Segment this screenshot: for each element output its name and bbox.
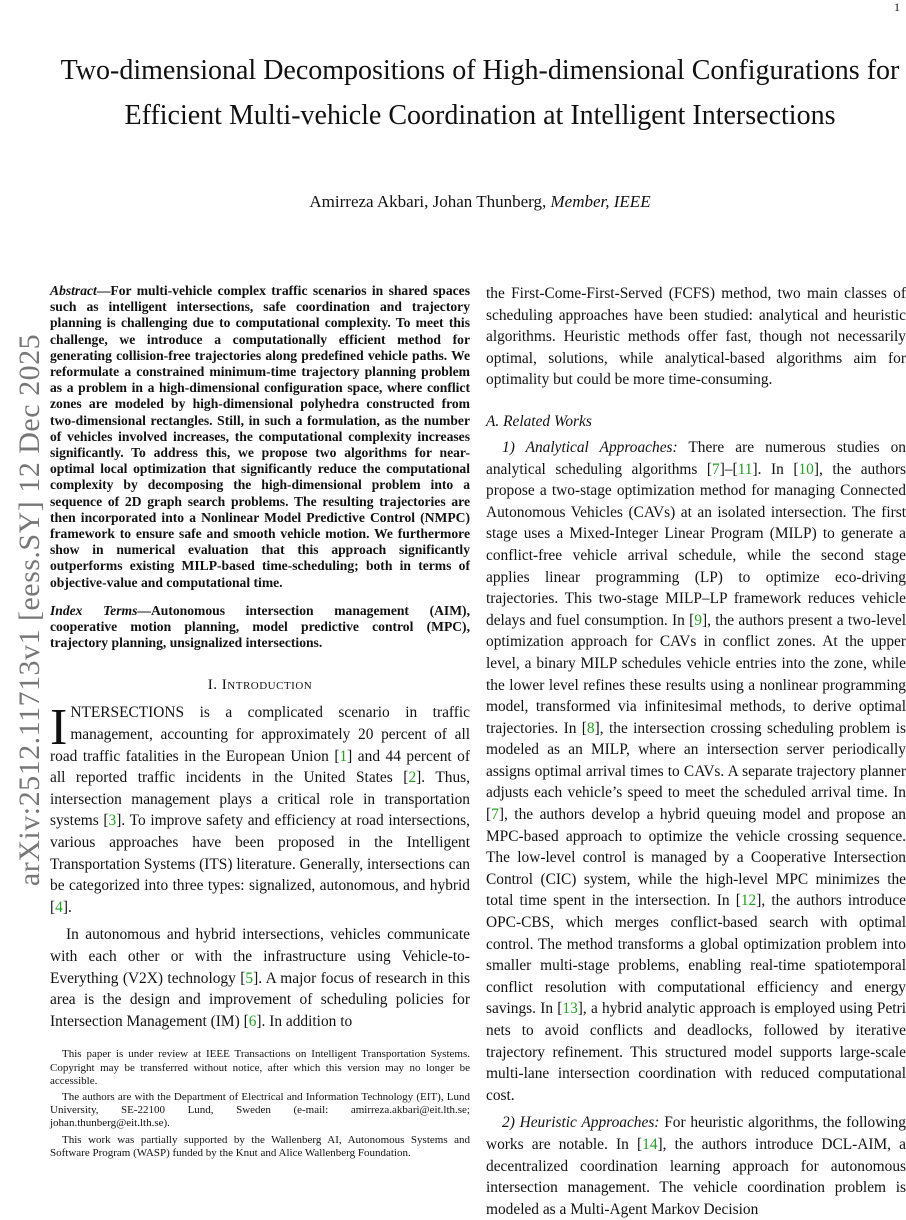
subsection-related-works: A. Related Works <box>486 412 592 430</box>
arxiv-stamp-text: arXiv:2512.11713v1 [eess.SY] 12 Dec 2025 <box>13 333 47 887</box>
drop-cap: I <box>50 699 68 757</box>
heuristic-approaches-paragraph: 2) Heuristic Approaches: For heuristic algorithms, the following works are notable. In [14], the authors introduce DCL-AIM, a decentralized coordination learning approach for autonomous intersection management. The vehicle coordination problem is modeled as a Multi-Agent Markov Decision <box>486 1114 906 1218</box>
citation-link[interactable]: 14 <box>642 1135 658 1153</box>
index-terms <box>50 603 470 652</box>
footnote-funding: This work was partially supported by the Wallenberg AI, Autonomous Systems and Software Program (WASP) funded by the Knut and Alice Wallenberg Foundation. <box>50 1133 470 1159</box>
left-column <box>50 283 470 1163</box>
paragraph-title: 1) Analytical Approaches: <box>502 438 678 456</box>
authors <box>40 192 906 212</box>
citation-link[interactable]: 12 <box>740 892 757 910</box>
citation-link[interactable]: 2 <box>408 769 417 787</box>
citation-link[interactable]: 7 <box>712 460 720 478</box>
paper-title: Two-dimensional Decompositions of High-dimensional Configurations for Efficient Multi-vehicle Coordination at Intelligent Intersections <box>60 55 900 131</box>
arxiv-stamp <box>14 290 46 930</box>
page-number: 1 <box>894 0 900 14</box>
intro-paragraph-2: In autonomous and hybrid intersections, vehicles communicate with each other or with the infrastructure using Vehicle-to-Everything (V2X) technology [5]. A major focus of research in this area is the design and improvement of scheduling policies for Intersection Management (IM) [6]. In addition to <box>50 926 470 1030</box>
index-terms-text: —Autonomous intersection management (AIM), cooperative motion planning, model predictive control (MPC), trajectory planning, unsignalized intersections. <box>50 602 470 651</box>
paragraph-title: 2) Heuristic Approaches: <box>502 1114 660 1132</box>
citation-link[interactable]: 4 <box>55 898 63 916</box>
author-names: Amirreza Akbari, Johan Thunberg, <box>309 192 551 211</box>
citation-link[interactable]: 10 <box>798 460 814 478</box>
index-terms-lead: Index Terms <box>50 602 138 618</box>
intro-paragraph-continued: the First-Come-First-Served (FCFS) method, two main classes of scheduling approaches have been studied: analytical and heuristic algorithms. Heuristic methods offer fast, though not necessarily optimal, solutions, while analytical-based algorithms aim for optimality but could be more time-consuming. <box>486 285 906 389</box>
section-heading-introduction: I. Introduction <box>207 677 313 694</box>
footnote-affiliation: The authors are with the Department of Electrical and Information Technology (EIT), Lund University, SE-22100 Lund, Sweden (e-mail: amirreza.akbari@eit.lth.se; johan.thunberg@eit.lth.se). <box>50 1090 470 1130</box>
citation-link[interactable]: 7 <box>491 806 499 824</box>
citation-link[interactable]: 3 <box>108 812 117 830</box>
abstract <box>50 283 470 591</box>
citation-link[interactable]: 13 <box>562 1000 578 1018</box>
citation-link[interactable]: 9 <box>694 611 702 629</box>
citation-link[interactable]: 6 <box>248 1012 257 1030</box>
citation-link[interactable]: 8 <box>586 719 595 737</box>
author-membership: Member, IEEE <box>550 192 651 211</box>
footnote-review: This paper is under review at IEEE Transactions on Intelligent Transportation Systems. Copyright may be transferred without notice, after which this version may no longer be accessible. <box>50 1048 470 1087</box>
citation-link[interactable]: 11 <box>737 460 753 478</box>
intro-paragraph-1: INTERSECTIONS is a complicated scenario in traffic management, accounting for approximately 20 percent of all road traffic fatalities in the European Union [1] and 44 percent of all reported traffic incidents in the United States [2]. Thus, intersection management plays a critical role in transportation systems [3]. To improve safety and efficiency at road intersections, various approaches have been proposed in the Intelligent Transportation Systems (ITS) literature. Generally, intersections can be categorized into three types: signalized, autonomous, and hybrid [4]. <box>50 699 471 916</box>
abstract-text: —For multi-vehicle complex traffic scenarios in shared spaces such as intelligent intersections, safe coordination and trajectory planning is challenging due to computational complexity. To meet this challenge, we introduce a computationally efficient method for generating collision-free trajectories along predefined vehicle paths. We reformulate a constrained minimum-time trajectory planning problem as a problem in a high-dimensional configuration space, where conflict zones are modeled by high-dimensional polyhedra constructed from two-dimensional rectangles. Still, in such a formulation, as the number of vehicles involved increases, the computational complexity increases significantly. To address this, we propose two algorithms for near-optimal local optimization that significantly reduce the computational complexity by decomposing the high-dimensional problem into a sequence of 2D graph search problems. The resulting trajectories are then incorporated into a Nonlinear Model Predictive Control (NMPC) framework to ensure safe and smooth vehicle motion. We furthermore show in numerical evaluation that this approach significantly outperforms existing MILP-based time-scheduling; both in terms of objective-value and computational time. <box>50 283 470 590</box>
analytical-approaches-paragraph: 1) Analytical Approaches: There are numerous studies on analytical scheduling algorithms [7]–[11]. In [10], the authors propose a two-stage optimization method for managing Connected Autonomous Vehicles (CAVs) at an isolated intersection. The first stage uses a Mixed-Integer Linear Program (MILP) to generate a conflict-free vehicle arrival schedule, while the second stage applies linear programming (LP) to optimize eco-driving trajectories. This two-stage MILP–LP framework reduces vehicle delays and fuel consumption. In [9], the authors present a two-level optimization approach for CAVs in conflict zones. At the upper level, a binary MILP schedules vehicle entries into the zone, while the lower level refines these results using a nonlinear programming model, transformed via infinitesimal methods, to derive optimal trajectories. In [8], the intersection crossing scheduling problem is modeled as an MILP, where an intersection server periodically assigns optimal arrival times to CAVs. A separate trajectory planner adjusts each vehicle’s speed to meet the scheduled arrival time. In [7], the authors develop a hybrid queuing model and propose an MPC-based approach to optimize the vehicle crossing sequence. The low-level control is managed by a Cooperative Intersection Control (CIC) system, while the high-level MPC minimizes the total time spent in the intersection. In [12], the authors introduce OPC-CBS, which merges conflict-based search with optimal control. The method transforms a global optimization problem into smaller multi-stage problems, enabling real-time spatiotemporal conflict resolution with computational efficiency and energy savings. In [13], a hybrid analytic approach is employed using Petri nets to avoid conflicts and deadlocks, followed by iterative trajectory refinement. This structured model supports large-scale multi-lane intersection coordination with reduced computational cost. <box>486 438 906 1104</box>
footnotes <box>50 1048 470 1160</box>
citation-link[interactable]: 1 <box>339 747 348 765</box>
citation-link[interactable]: 5 <box>245 969 254 987</box>
right-column <box>486 283 906 1220</box>
abstract-lead: Abstract <box>50 283 97 298</box>
